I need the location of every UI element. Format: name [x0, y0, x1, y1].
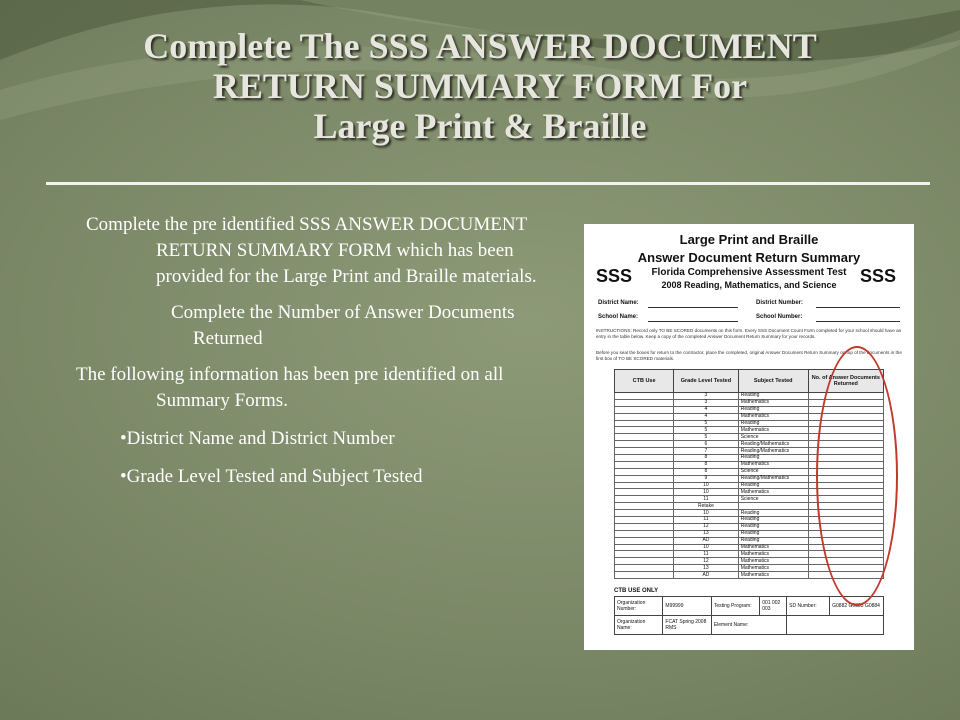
- cell-subject: Mathematics: [738, 413, 808, 420]
- cell-subject: Mathematics: [738, 461, 808, 468]
- cell-subject: Reading: [738, 510, 808, 517]
- col-number-returned: No. of Answer Documents Returned: [808, 370, 883, 393]
- cell-subject: Science: [738, 496, 808, 503]
- org-name-value: FCAT Spring 2008 RMS: [663, 616, 711, 635]
- cell-grade: 5: [674, 434, 739, 441]
- form-heading-1: Large Print and Braille: [679, 232, 819, 247]
- cell-grade: 12: [674, 558, 739, 565]
- form-heading-2: Answer Document Return Summary: [637, 250, 861, 265]
- cell-ctb-use: [615, 510, 674, 517]
- ctb-use-only-label: CTB USE ONLY: [614, 588, 659, 594]
- cell-ctb-use: [615, 441, 674, 448]
- cell-subject: Mathematics: [738, 427, 808, 434]
- cell-subject: Science: [738, 434, 808, 441]
- cell-grade: 13: [674, 530, 739, 537]
- school-name-label: School Name:: [598, 314, 639, 320]
- cell-subject: Mathematics: [738, 565, 808, 572]
- cell-grade: 8: [674, 468, 739, 475]
- cell-grade: 3: [674, 399, 739, 406]
- cell-ctb-use: [615, 565, 674, 572]
- cell-grade: 13: [674, 565, 739, 572]
- cell-ctb-use: [615, 455, 674, 462]
- cell-subject: Reading: [738, 517, 808, 524]
- red-highlight-circle: [816, 346, 898, 606]
- paragraph-1-lead: Complete the pre identified SSS ANSWER: [86, 214, 415, 235]
- cell-subject: Science: [738, 468, 808, 475]
- cell-ctb-use: [615, 572, 674, 579]
- cell-ctb-use: [615, 434, 674, 441]
- title-line-1: Complete The SSS ANSWER DOCUMENT: [143, 26, 817, 66]
- cell-grade: 11: [674, 496, 739, 503]
- form-heading-4: 2008 Reading, Mathematics, and Science: [661, 280, 837, 290]
- paragraph-complete-form: [60, 212, 560, 290]
- cell-grade: 10: [674, 544, 739, 551]
- cell-subject: Reading: [738, 393, 808, 400]
- cell-grade: 10: [674, 489, 739, 496]
- cell-ctb-use: [615, 406, 674, 413]
- cell-subject: Mathematics: [738, 551, 808, 558]
- cell-subject: Reading: [738, 530, 808, 537]
- paragraph-pre-identified: The following information has been pre identified on all Summary Forms.: [76, 364, 504, 411]
- paragraph-number-returned: Complete the Number of Answer Documents Returned: [171, 302, 515, 349]
- cell-ctb-use: [615, 523, 674, 530]
- slide-body: [60, 212, 560, 490]
- form-sss-left: SSS: [596, 266, 633, 286]
- sd-number-label: SD Number:: [787, 597, 830, 616]
- slide-title: [40, 26, 920, 146]
- cell-ctb-use: [615, 489, 674, 496]
- col-subject: Subject Tested: [738, 370, 808, 393]
- cell-ctb-use: [615, 427, 674, 434]
- title-line-2: RETURN SUMMARY FORM For: [212, 66, 748, 106]
- cell-grade: 3: [674, 393, 739, 400]
- form-instructions-2: Before you seal the boxes for return to the contractor, place the completed, original Answer Document Return Summary on top of the documents in the first box of TO BE SCORED materials.: [596, 350, 902, 361]
- cell-ctb-use: [615, 496, 674, 503]
- cell-grade: AD: [674, 572, 739, 579]
- cell-grade: 7: [674, 448, 739, 455]
- cell-ctb-use: [615, 393, 674, 400]
- cell-ctb-use: [615, 420, 674, 427]
- col-grade-level: Grade Level Tested: [674, 370, 739, 393]
- testing-program-values: 001 002 003: [760, 597, 787, 616]
- form-heading-3: Florida Comprehensive Assessment Test: [651, 267, 847, 278]
- cell-subject: Reading: [738, 420, 808, 427]
- cell-subject: Mathematics: [738, 489, 808, 496]
- cell-grade: 10: [674, 510, 739, 517]
- school-number-label: School Number:: [756, 314, 803, 320]
- cell-ctb-use: [615, 544, 674, 551]
- cell-grade: 5: [674, 420, 739, 427]
- ctb-use-table: [614, 596, 884, 635]
- cell-ctb-use: [615, 413, 674, 420]
- cell-ctb-use: [615, 448, 674, 455]
- col-ctb-use: CTB Use: [615, 370, 674, 393]
- cell-subject: Reading: [738, 537, 808, 544]
- cell-subject: Mathematics: [738, 558, 808, 565]
- org-number-value: M99999: [663, 597, 711, 616]
- cell-subject: Mathematics: [738, 544, 808, 551]
- cell-ctb-use: [615, 482, 674, 489]
- sd-number-values: G0882 G0883 G0884: [830, 597, 884, 616]
- cell-ctb-use: [615, 558, 674, 565]
- cell-grade: 9: [674, 475, 739, 482]
- cell-grade: 10: [674, 482, 739, 489]
- district-number-label: District Number:: [756, 300, 804, 306]
- cell-grade: 4: [674, 406, 739, 413]
- cell-grade: 8: [674, 461, 739, 468]
- form-instructions: INSTRUCTIONS: Record only TO BE SCORED documents on this form. Every SSS Document Count Form completed for your school should have an entry in the table below. Keep a copy of the completed Answer Document Return Summary for your records.: [596, 328, 902, 339]
- district-name-label: District Name:: [598, 300, 639, 306]
- org-number-label: Organization Number:: [615, 597, 663, 616]
- cell-subject: Reading: [738, 406, 808, 413]
- bullet-grade-subject: •Grade Level Tested and Subject Tested: [120, 466, 423, 487]
- cell-subject: Reading: [738, 523, 808, 530]
- paragraph-1-rest: DOCUMENT RETURN SUMMARY FORM which has been provided for the Large Print and Braille materials.: [156, 214, 537, 287]
- cell-subject: Reading: [738, 482, 808, 489]
- cell-ctb-use: [615, 537, 674, 544]
- title-line-3: Large Print & Braille: [313, 106, 647, 146]
- cell-ctb-use: [615, 503, 674, 510]
- cell-grade: 11: [674, 517, 739, 524]
- cell-grade: Retake: [674, 503, 739, 510]
- cell-ctb-use: [615, 530, 674, 537]
- cell-grade: 8: [674, 455, 739, 462]
- cell-grade: 12: [674, 523, 739, 530]
- testing-program-label: Testing Program:: [711, 597, 759, 616]
- element-name-label: Element Name:: [711, 616, 786, 635]
- cell-subject: Mathematics: [738, 572, 808, 579]
- cell-subject: Reading/Mathematics: [738, 448, 808, 455]
- cell-grade: 11: [674, 551, 739, 558]
- cell-ctb-use: [615, 461, 674, 468]
- cell-subject: Reading/Mathematics: [738, 475, 808, 482]
- cell-ctb-use: [615, 399, 674, 406]
- summary-form-image: [584, 224, 914, 650]
- form-sss-right: SSS: [860, 266, 897, 286]
- bullet-district: •District Name and District Number: [120, 428, 395, 449]
- cell-subject: Mathematics: [738, 399, 808, 406]
- cell-ctb-use: [615, 468, 674, 475]
- title-divider: [46, 182, 930, 185]
- cell-grade: AD: [674, 537, 739, 544]
- cell-subject: Reading/Mathematics: [738, 441, 808, 448]
- cell-grade: 5: [674, 427, 739, 434]
- cell-ctb-use: [615, 551, 674, 558]
- cell-subject: Reading: [738, 455, 808, 462]
- cell-grade: 4: [674, 413, 739, 420]
- org-name-label: Organization Name:: [615, 616, 663, 635]
- cell-subject: [738, 503, 808, 510]
- cell-ctb-use: [615, 517, 674, 524]
- cell-grade: 6: [674, 441, 739, 448]
- cell-ctb-use: [615, 475, 674, 482]
